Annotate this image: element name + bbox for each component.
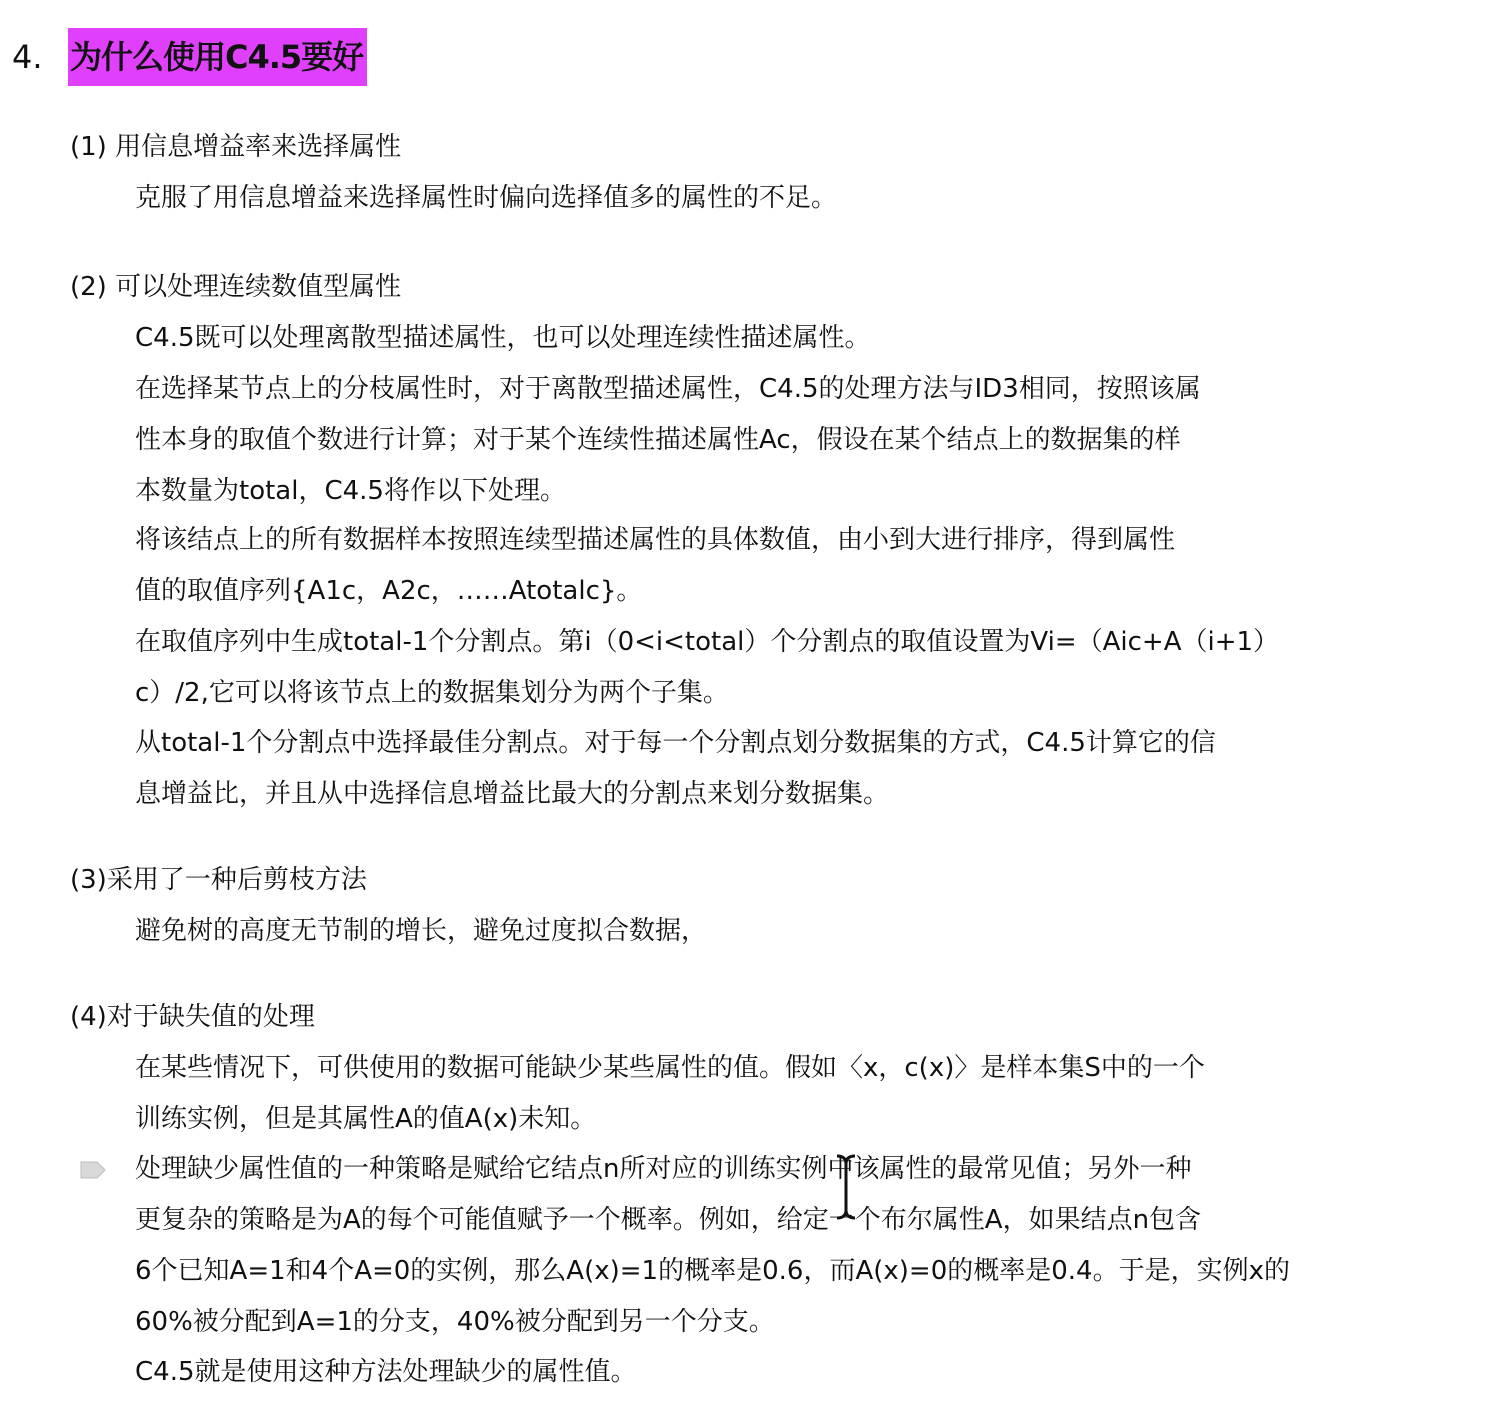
section-2-paragraph-3	[135, 515, 1350, 617]
text-line: c）/2,它可以将该节点上的数据集划分为两个子集。	[135, 678, 729, 708]
text-line: C4.5就是使用这种方法处理缺少的属性值。	[135, 1357, 637, 1387]
bullet-arrow-icon	[80, 1160, 106, 1180]
heading-title: 为什么使用C4.5要好	[68, 28, 367, 86]
text-cursor-icon	[834, 1152, 858, 1222]
text-line: C4.5既可以处理离散型描述属性，也可以处理连续性描述属性。	[135, 323, 871, 353]
text-line: 值的取值序列{A1c，A2c，……Atotalc}。	[135, 576, 643, 606]
text-line: 在某些情况下，可供使用的数据可能缺少某些属性的值。假如〈x，c(x)〉是样本集S中的一个	[135, 1053, 1205, 1083]
section-4-paragraph-3	[135, 1347, 1350, 1398]
section-2-paragraph-2	[135, 364, 1350, 517]
section-2-paragraph-4	[135, 617, 1350, 719]
section-heading	[12, 28, 367, 86]
section-2-title: (2) 可以处理连续数值型属性	[70, 272, 402, 302]
text-line: 本数量为total，C4.5将作以下处理。	[135, 476, 566, 506]
section-4-paragraph-2	[135, 1144, 1350, 1348]
text-line: 息增益比，并且从中选择信息增益比最大的分割点来划分数据集。	[135, 779, 890, 809]
section-4-paragraph-1	[135, 1043, 1350, 1145]
section-4-title: (4)对于缺失值的处理	[70, 1002, 315, 1032]
text-line: 将该结点上的所有数据样本按照连续型描述属性的具体数值，由小到大进行排序，得到属性	[135, 525, 1176, 555]
section-2-paragraph-1	[135, 313, 1350, 364]
text-line: 更复杂的策略是为A的每个可能值赋予一个概率。例如，给定一个布尔属性A，如果结点n包含	[135, 1205, 1202, 1235]
text-line: 克服了用信息增益来选择属性时偏向选择值多的属性的不足。	[135, 183, 838, 213]
section-3-paragraph-1	[135, 906, 1350, 957]
text-line: 在取值序列中生成total-1个分割点。第i（0<i<total）个分割点的取值设置为Vi=（Aic+A（i+1）	[135, 627, 1280, 657]
heading-number: 4.	[12, 38, 43, 76]
text-line: 处理缺少属性值的一种策略是赋给它结点n所对应的训练实例中该属性的最常见值；另外一种	[135, 1154, 1192, 1184]
text-line: 6个已知A=1和4个A=0的实例，那么A(x)=1的概率是0.6，而A(x)=0的概率是0.4。于是，实例x的	[135, 1256, 1290, 1286]
text-line: 避免树的高度无节制的增长，避免过度拟合数据，	[135, 916, 708, 946]
section-1-paragraph-1	[135, 173, 1350, 224]
text-line: 从total-1个分割点中选择最佳分割点。对于每一个分割点划分数据集的方式，C4.5计算它的信	[135, 728, 1216, 758]
text-line: 60%被分配到A=1的分支，40%被分配到另一个分支。	[135, 1307, 775, 1337]
text-line: 训练实例，但是其属性A的值A(x)未知。	[135, 1104, 597, 1134]
section-2-paragraph-5	[135, 718, 1350, 820]
text-line: 在选择某节点上的分枝属性时，对于离散型描述属性，C4.5的处理方法与ID3相同，按照该属	[135, 374, 1201, 404]
section-3-title: (3)采用了一种后剪枝方法	[70, 865, 367, 895]
section-1-title: (1) 用信息增益率来选择属性	[70, 132, 402, 162]
text-line: 性本身的取值个数进行计算；对于某个连续性描述属性Ac，假设在某个结点上的数据集的样	[135, 425, 1181, 455]
